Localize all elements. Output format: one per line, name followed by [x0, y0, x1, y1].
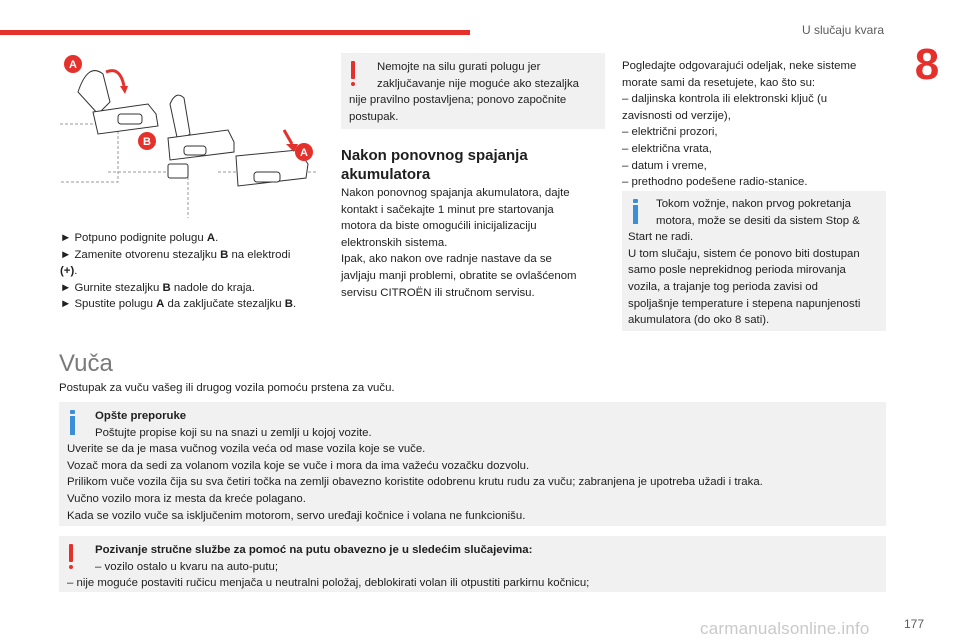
roadside-warning-title: Pozivanje stručne službe za pomoć na putu obavezno je u sledećim slučajevima:	[95, 544, 533, 556]
warning-icon	[349, 61, 357, 89]
clamp-warning-line-1: Nemojte na silu gurati polugu jer	[377, 61, 541, 73]
step-3: ► Gurnite stezaljku B nadole do kraja.	[60, 281, 255, 294]
warning-icon	[67, 544, 75, 572]
arrow-lift-head	[120, 86, 128, 94]
reconnect-heading: Nakon ponovnog spajanja akumulatora	[341, 147, 528, 183]
label-a-2: A	[300, 147, 308, 159]
section-title: U slučaju kvara	[801, 23, 884, 37]
label-b: B	[143, 136, 151, 148]
step-2-cont: (+).	[60, 265, 78, 278]
battery-outline-2	[108, 172, 188, 218]
arrow-lift	[106, 71, 124, 86]
step-2: ► Zamenite otvorenu stezaljku B na elektrodi	[60, 248, 291, 261]
reconnect-body: Nakon ponovnog spajanja akumulatora, dajte kontakt i sačekajte 1 minut pre startovanja motora da biste omogućili inicijalizaciju elektronskih sistema. Ipak, ako nakon ove radnje nastave da se javljaju manji problemi, obratite se ovlašćenom servisu CITROËN ili stručnom servisu.	[341, 187, 577, 299]
step-4: ► Spustite polugu A da zaključate stezaljku B.	[60, 298, 297, 311]
page-number: 177	[903, 617, 924, 631]
towing-intro: Postupak za vuču vašeg ili drugog vozila pomoću prstena za vuču.	[59, 382, 395, 394]
chapter-number: 8	[914, 40, 940, 89]
roadside-assistance-warning: Pozivanje stručne službe za pomoć na putu obavezno je u sledećim slučajevima: – vozilo ostalo u kvaru na auto-putu; – nije moguće postaviti ručicu menjača u neutralni položaj, deblokirati volan ili otpustiti parkirnu kočnicu;	[59, 536, 886, 592]
info-icon	[69, 410, 77, 438]
battery-clamp-drawing	[58, 52, 316, 218]
clamp-steps-list	[60, 230, 322, 313]
clamp-warning-line-3: nije pravilno postavljena; ponovo započnite	[349, 94, 567, 107]
general-recommendations-box: Opšte preporuke Poštujte propise koji su na snazi u zemlji u kojoj vozite. Uverite se da je masa vučnog vozila veća od mase vozila koje se vuče. Vozač mora da sedi za volanom vozila koje se vuče i mora da ima važeću vozačku dozvolu. Prilikom vuče vozila čija su sva četiri točka na zemlji obavezno koristite odobrenu krutu rudu za vuču; zabranjena je upotreba užadi i traka. Vučno vozilo mora iz mesta da kreće polagano. Kada se vozilo vuče sa isključenim motorom, servo uređaji kočnice i volana ne funkcionišu.	[59, 402, 886, 526]
battery-clamp-illustration	[58, 52, 316, 218]
step-1: ► Potpuno podignite polugu A.	[60, 232, 219, 244]
info-icon	[632, 199, 640, 227]
header-accent-bar	[0, 30, 470, 35]
stop-start-info-box: Tokom vožnje, nakon prvog pokretanja motora, može se desiti da sistem Stop & Start ne radi. U tom slučaju, sistem će ponovo biti dostupan samo posle neprekidnog perioda mirovanja vozila, a trajanje tog perioda zavisi od spoljašnje temperature i stepena napunjenosti akumulatora (do oko 8 sati).	[622, 191, 886, 331]
clamp-warning-line-2: zaključavanje nije moguće ako stezaljka	[377, 77, 579, 90]
stop-start-line-1: Tokom vožnje, nakon prvog pokretanja	[656, 198, 852, 210]
general-recommendations-title: Opšte preporuke	[95, 410, 187, 422]
clamp-2	[168, 95, 234, 178]
towing-title: Vuča	[59, 350, 113, 377]
label-a-1: A	[69, 59, 77, 71]
clamp-warning-line-4: postupak.	[349, 110, 399, 123]
clamp-warning-box	[341, 53, 605, 129]
reset-systems-text: Pogledajte odgovarajući odeljak, neke sisteme morate sami da resetujete, kao što su: – daljinska kontrola ili elektronski ključ (u zavisnosti od verzije), – električni prozori, – električna vrata, – datum i vreme, – prethodno podešene radio-stanice.	[622, 60, 857, 189]
stop-start-line-2: motora, može se desiti da sistem Stop &	[656, 214, 860, 227]
watermark: carmanualsonline.info	[700, 619, 870, 638]
arrow-down	[284, 130, 292, 144]
